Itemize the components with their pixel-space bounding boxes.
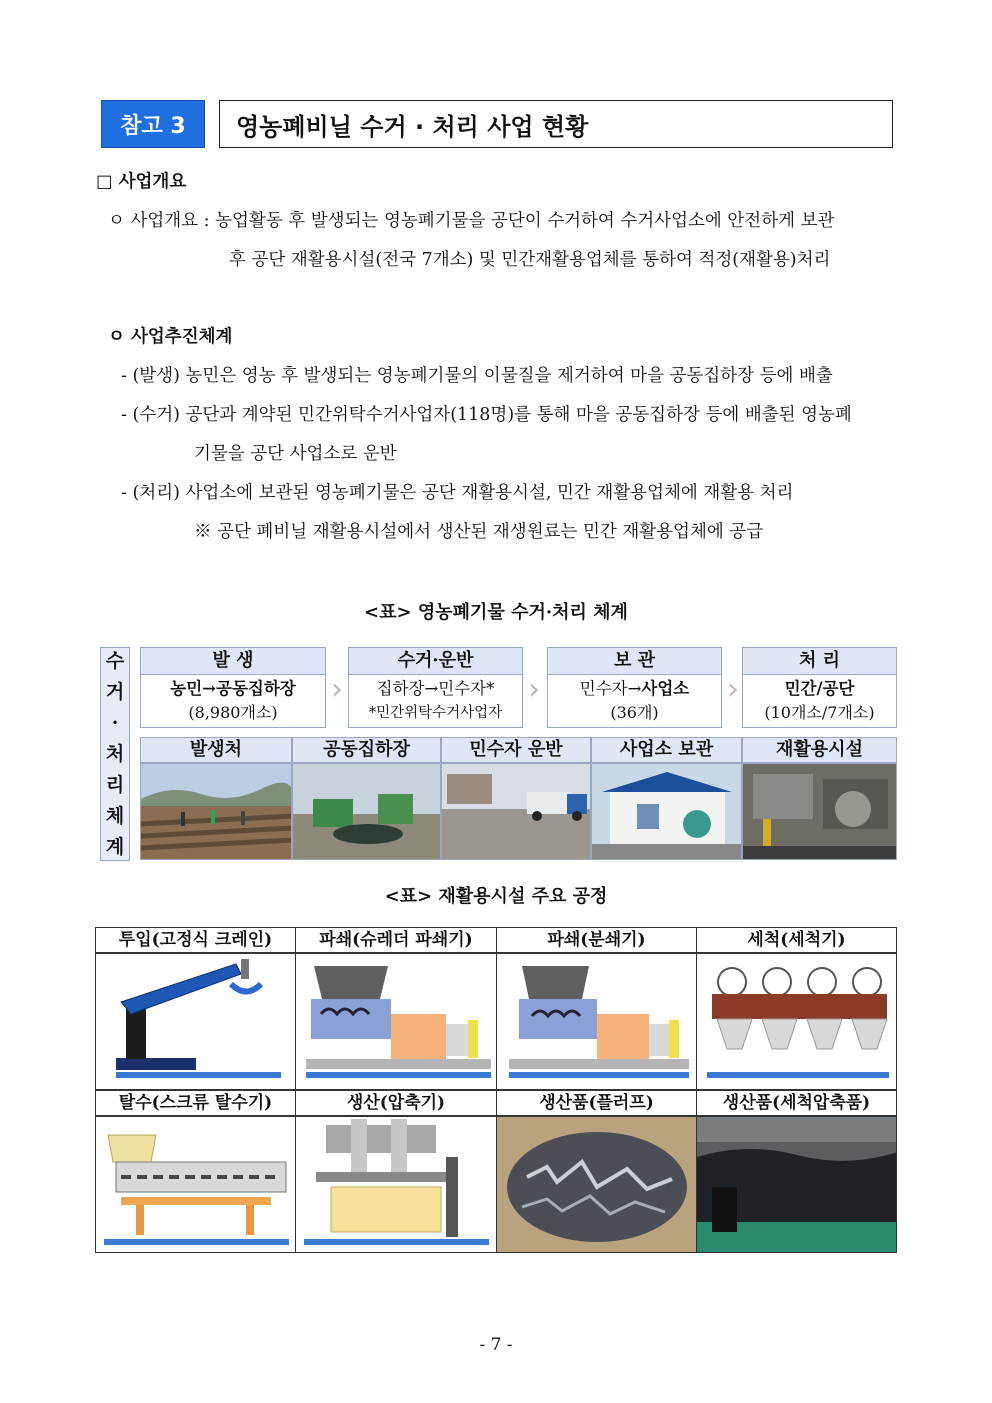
stage-line1: 집하장→민수자*: [376, 679, 495, 698]
stage-line1: [548, 675, 721, 702]
process-label-fluff: 생산품(플러프): [496, 1090, 697, 1116]
overview-line-1: ㅇ 사업개요 : 농업활동 후 발생되는 영농폐기물을 공단이 수거하여 수거사업소에 안전하게 보관: [108, 211, 835, 231]
section-heading-overview: □ 사업개요: [96, 172, 187, 192]
section-heading-system: ㅇ 사업추진체계: [108, 327, 233, 347]
photo-transport: [441, 763, 591, 860]
stage-line1: 농민→공동집하장: [170, 679, 296, 698]
stage-line2: (10개소/7개소): [764, 703, 875, 722]
photo-label-recycling: 재활용시설: [742, 737, 897, 763]
stage-line1-b: 사업소: [641, 679, 690, 698]
table2-caption: <표> 재활용시설 주요 공정: [384, 886, 608, 907]
process-label-compressed-product: 생산품(세척압축품): [696, 1090, 897, 1116]
photo-label-source: 발생처: [140, 737, 292, 763]
side-char: 처: [105, 742, 125, 765]
side-char: 리: [105, 773, 125, 796]
stage-title: 처 리: [743, 648, 896, 675]
stage-line2: *민간위탁수거사업자: [368, 705, 503, 721]
process-label-shredding: 파쇄(슈레더 파쇄기): [295, 927, 497, 953]
chevron-right-icon: ›: [331, 672, 343, 707]
stage-title: 보 관: [548, 648, 721, 675]
system-item-2-cont: 기물을 공단 사업소로 운반: [194, 444, 397, 464]
overview-line-2: 후 공단 재활용시설(전국 7개소) 및 민간재활용업체를 통하여 적정(재활용)처리: [229, 250, 831, 270]
side-char: 수: [105, 649, 125, 672]
photo-recycling-facility: [742, 763, 897, 860]
photo-field: [140, 763, 292, 860]
stage-collection: [348, 647, 523, 728]
fluff-product-photo: [496, 1116, 697, 1253]
stage-storage: [547, 647, 722, 728]
chevron-right-icon: ›: [528, 672, 540, 707]
stage-line2: (8,980개소): [188, 703, 278, 722]
process-label-dewatering: 탈수(스크류 탈수기): [95, 1090, 296, 1116]
crusher-illustration: [496, 953, 697, 1090]
washer-illustration: [696, 953, 897, 1090]
page-title-text: 영농폐비닐 수거 · 처리 사업 현황: [236, 112, 589, 141]
process-label-compression: 생산(압축기): [295, 1090, 497, 1116]
photo-collection-point: [292, 763, 441, 860]
system-item-2: - (수거) 공단과 계약된 민간위탁수거사업자(118명)를 통해 마을 공동집하장 등에 배출된 영농폐: [121, 405, 852, 425]
photo-label-transport: 민수자 운반: [441, 737, 591, 763]
side-char: 체: [105, 804, 125, 827]
photo-label-collection-point: 공동집하장: [292, 737, 441, 763]
page-title: [219, 100, 893, 148]
table1-caption: <표> 영농폐기물 수거·처리 체계: [364, 602, 628, 623]
crane-illustration: [95, 953, 296, 1090]
photo-storage: [591, 763, 742, 860]
system-note: ※ 공단 폐비닐 재활용시설에서 생산된 재생원료는 민간 재활용업체에 공급: [194, 522, 764, 542]
reference-badge: 참고 3: [101, 100, 205, 148]
process-label-crushing: 파쇄(분쇄기): [496, 927, 697, 953]
system-item-1: - (발생) 농민은 영농 후 발생되는 영농폐기물의 이물질을 제거하여 마을 공동집하장 등에 배출: [121, 366, 833, 386]
stage-title: 수거·운반: [349, 648, 522, 675]
stage-line1-a: 민수자→: [579, 679, 642, 698]
stage-title: 발 생: [141, 648, 325, 675]
side-char: ·: [111, 711, 119, 734]
process-label-washing: 세척(세척기): [696, 927, 897, 953]
stage-generation: [140, 647, 326, 728]
side-char: 거: [105, 680, 125, 703]
stage-line1: 민간/공단: [784, 679, 855, 698]
compressor-illustration: [295, 1116, 497, 1253]
shredder-illustration: [295, 953, 497, 1090]
stage-line2: (36개): [610, 703, 659, 722]
side-char: 계: [105, 835, 125, 858]
photo-label-storage: 사업소 보관: [591, 737, 742, 763]
screw-dewaterer-illustration: [95, 1116, 296, 1253]
flow-side-label: [100, 647, 130, 861]
system-item-3: - (처리) 사업소에 보관된 영농폐기물은 공단 재활용시설, 민간 재활용업체에 재활용 처리: [121, 483, 794, 503]
process-label-feeding: 투입(고정식 크레인): [95, 927, 296, 953]
stage-processing: [742, 647, 897, 728]
page-number: - 7 -: [479, 1335, 513, 1355]
chevron-right-icon: ›: [727, 672, 739, 707]
compressed-product-photo: [696, 1116, 897, 1253]
